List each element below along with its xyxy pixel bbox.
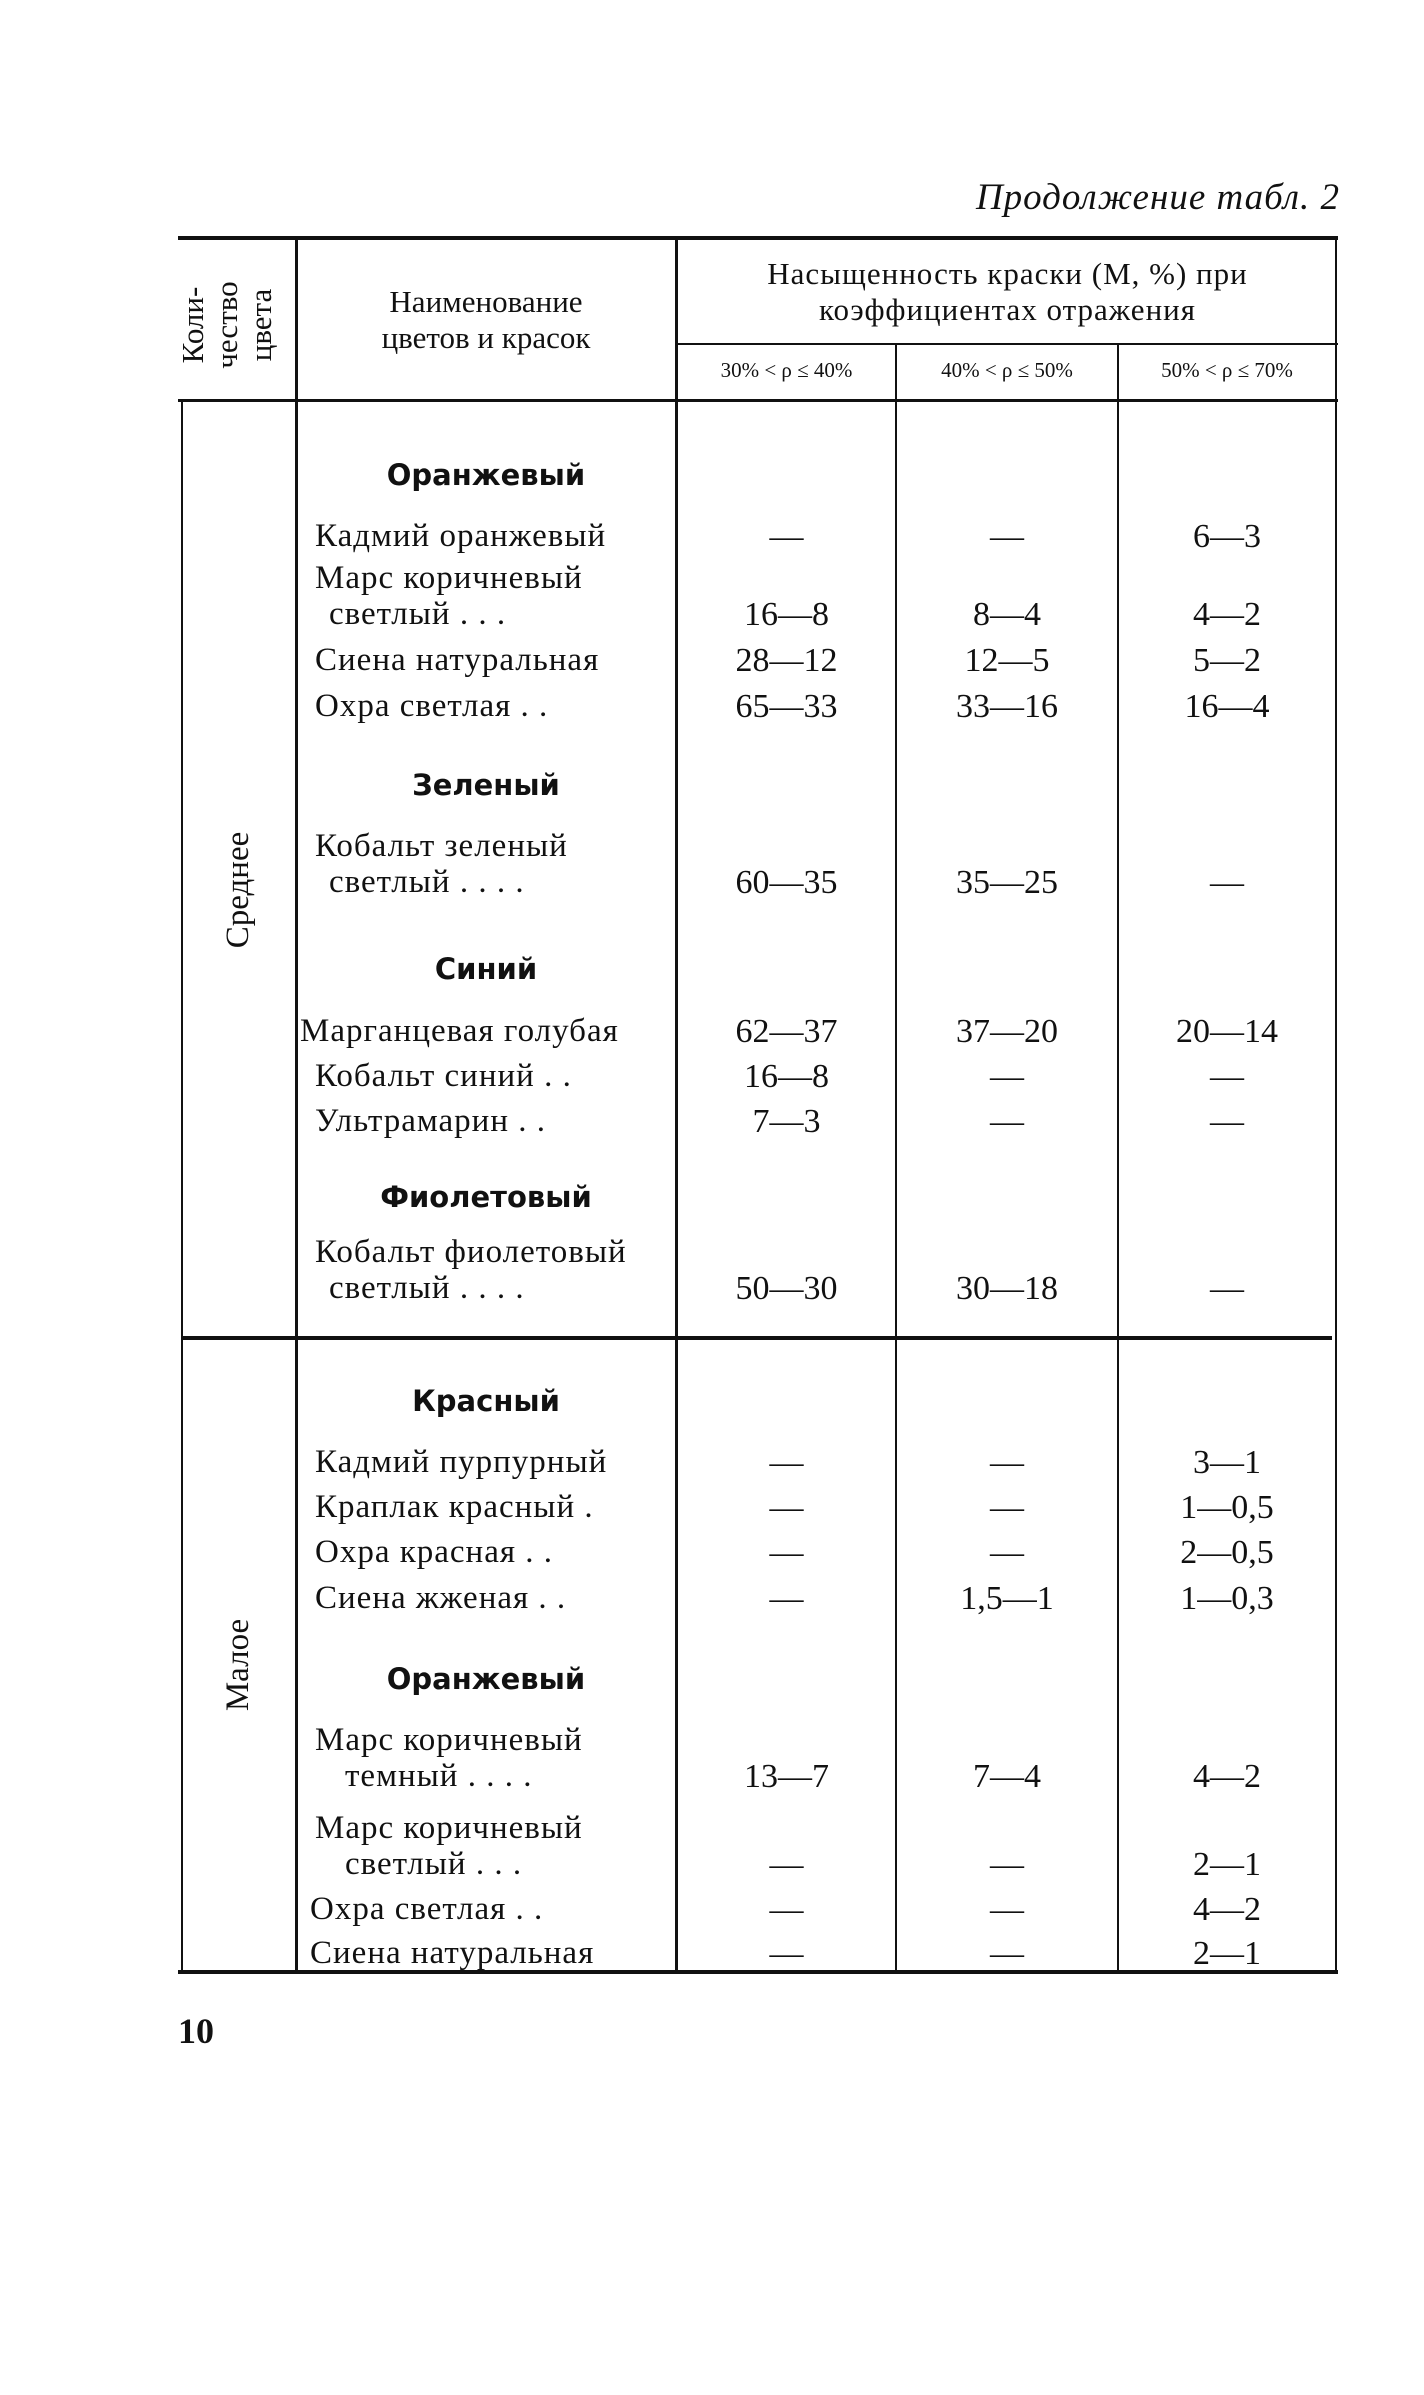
row-value: —: [769, 1935, 804, 1972]
row-name-text: светлый . . .: [345, 1846, 523, 1882]
row-name-text: Марс коричневый: [315, 1810, 583, 1846]
row-name-text: светлый . . .: [329, 596, 507, 632]
row-value: —: [990, 1058, 1024, 1095]
row-value: 7—3: [752, 1103, 821, 1140]
row-name-text: Ультрамарин . .: [315, 1103, 546, 1139]
row-value: —: [769, 1846, 804, 1883]
row-name: [315, 1534, 553, 1570]
row-name: [310, 1891, 543, 1927]
row-value: —: [1210, 864, 1244, 901]
header-range-3: 50% < ρ ≤ 70%: [1161, 358, 1293, 382]
row-value: 5—2: [1193, 642, 1261, 679]
row-name-text: темный . . . .: [345, 1758, 533, 1794]
row-value: 50—30: [735, 1270, 838, 1307]
row-name-text: Охра светлая . .: [315, 688, 549, 724]
row-value: 7—4: [973, 1758, 1041, 1795]
row-value: 2—0,5: [1180, 1534, 1274, 1571]
row-name: [315, 1489, 594, 1525]
row-value: 4—2: [1193, 1758, 1261, 1795]
row-name: [300, 1013, 619, 1049]
page-number: 10: [178, 2011, 214, 2051]
row-value: —: [769, 1891, 804, 1928]
header-bottom-rule: [178, 399, 1338, 402]
group-title-green: Зеленый: [412, 768, 560, 802]
header-range-1: 30% < ρ ≤ 40%: [720, 358, 853, 382]
row-name-text: Кобальт зеленый: [315, 828, 568, 864]
header-name-line-2: цветов и красок: [381, 320, 591, 355]
row-value: 62—37: [735, 1013, 838, 1050]
row-value: 16—4: [1184, 688, 1270, 725]
header-range-2: 40% < ρ ≤ 50%: [941, 358, 1073, 382]
row-value: 2—1: [1193, 1846, 1261, 1883]
table-top-rule: [178, 236, 1338, 240]
row-name: [310, 1935, 594, 1971]
row-value: 33—16: [956, 688, 1058, 725]
row-value: 1—0,3: [1180, 1580, 1274, 1617]
row-name: [315, 1722, 583, 1794]
col-line-5: [1335, 240, 1337, 1970]
row-value: 1—0,5: [1180, 1489, 1274, 1526]
row-value: 2—1: [1193, 1935, 1261, 1972]
row-value: —: [769, 1489, 804, 1526]
row-name: [315, 642, 599, 678]
row-value: 60—35: [735, 864, 838, 901]
row-name: [315, 518, 606, 554]
row-name: [315, 1580, 566, 1616]
row-value: —: [769, 1444, 804, 1481]
header-saturation-line-1: Насыщенность краски (M, %) при: [767, 256, 1248, 291]
row-name-text: Марс коричневый: [315, 560, 583, 596]
col-line-left: [181, 402, 183, 1970]
row-name: [315, 1810, 583, 1882]
row-value: 35—25: [956, 864, 1058, 901]
row-name: [315, 828, 568, 900]
row-value: 8—4: [973, 596, 1041, 633]
header-name-line-1: Наименование: [389, 284, 583, 319]
row-value: —: [1210, 1058, 1244, 1095]
row-name-text: светлый . . . .: [329, 1270, 525, 1306]
row-name-text: Охра красная . .: [315, 1534, 554, 1570]
header-saturation-line-2: коэффициентах отражения: [818, 292, 1197, 327]
row-value: —: [990, 1103, 1024, 1140]
row-value: —: [769, 1580, 804, 1617]
row-value: 20—14: [1176, 1013, 1278, 1050]
row-value: —: [990, 1846, 1024, 1883]
group-title-red: Красный: [412, 1384, 560, 1418]
row-name-text: Кобальт фиолетовый: [315, 1234, 627, 1270]
row-value: 1,5—1: [960, 1580, 1054, 1617]
row-name-text: Сиена натуральная: [315, 642, 600, 678]
row-value: 37—20: [956, 1013, 1058, 1050]
row-name: [315, 560, 583, 632]
row-value: 16—8: [744, 1058, 829, 1095]
row-name-text: Кобальт синий . .: [315, 1058, 572, 1094]
row-name-text: светлый . . . .: [329, 864, 525, 900]
row-name-text: Сиена жженая . .: [315, 1580, 567, 1616]
row-value: 6—3: [1193, 518, 1261, 555]
saturation-subheader-rule: [676, 343, 1338, 345]
row-value: —: [769, 518, 804, 555]
header-quantity-line-2: чество: [209, 281, 244, 369]
row-value: —: [1210, 1270, 1244, 1307]
row-name: [315, 1058, 572, 1094]
row-value: 30—18: [956, 1270, 1058, 1307]
row-value: 3—1: [1193, 1444, 1261, 1481]
header-quantity: [176, 250, 290, 400]
group-title-violet: Фиолетовый: [380, 1180, 592, 1214]
row-name-text: Охра светлая . .: [310, 1891, 544, 1927]
section-label-medium: Среднее: [220, 831, 256, 949]
col-line-1: [295, 240, 298, 1970]
row-name-text: Кадмий оранжевый: [315, 518, 607, 554]
row-value: 16—8: [744, 596, 829, 633]
row-value: —: [1210, 1103, 1244, 1140]
row-name-text: Марганцевая голубая: [300, 1013, 619, 1049]
row-value: 12—5: [964, 642, 1050, 679]
section-label-small: Малое: [220, 1618, 256, 1712]
row-name: [315, 688, 548, 724]
row-value: —: [990, 1534, 1024, 1571]
header-quantity-line-3: цвета: [243, 288, 278, 362]
row-value: —: [990, 1489, 1024, 1526]
group-title-orange-medium: Оранжевый: [386, 458, 586, 492]
row-name-text: Кадмий пурпурный: [315, 1444, 608, 1480]
row-value: 4—2: [1193, 1891, 1261, 1928]
header-name: [300, 284, 672, 356]
table-caption: Продолжение табл. 2: [975, 177, 1340, 218]
row-value: —: [990, 1935, 1024, 1972]
col-line-3: [895, 345, 897, 1970]
row-name: [315, 1103, 546, 1139]
row-value: —: [990, 1891, 1024, 1928]
row-name-text: Марс коричневый: [315, 1722, 583, 1758]
header-quantity-line-1: Коли-: [175, 286, 210, 364]
group-title-orange-small: Оранжевый: [386, 1662, 586, 1696]
row-name-text: Краплак красный .: [315, 1489, 594, 1525]
row-value: 28—12: [735, 642, 838, 679]
row-name-text: Сиена натуральная: [310, 1935, 595, 1971]
col-line-4: [1117, 345, 1119, 1970]
row-value: —: [769, 1534, 804, 1571]
row-value: 65—33: [735, 688, 838, 725]
row-name: [315, 1444, 607, 1480]
header-saturation: [680, 256, 1335, 328]
row-value: 13—7: [744, 1758, 829, 1795]
group-title-blue: Синий: [434, 952, 538, 986]
row-name: [315, 1234, 627, 1306]
row-value: 4—2: [1193, 596, 1261, 633]
section-divider-rule: [182, 1336, 1332, 1340]
row-value: —: [990, 1444, 1024, 1481]
row-value: —: [990, 518, 1024, 555]
